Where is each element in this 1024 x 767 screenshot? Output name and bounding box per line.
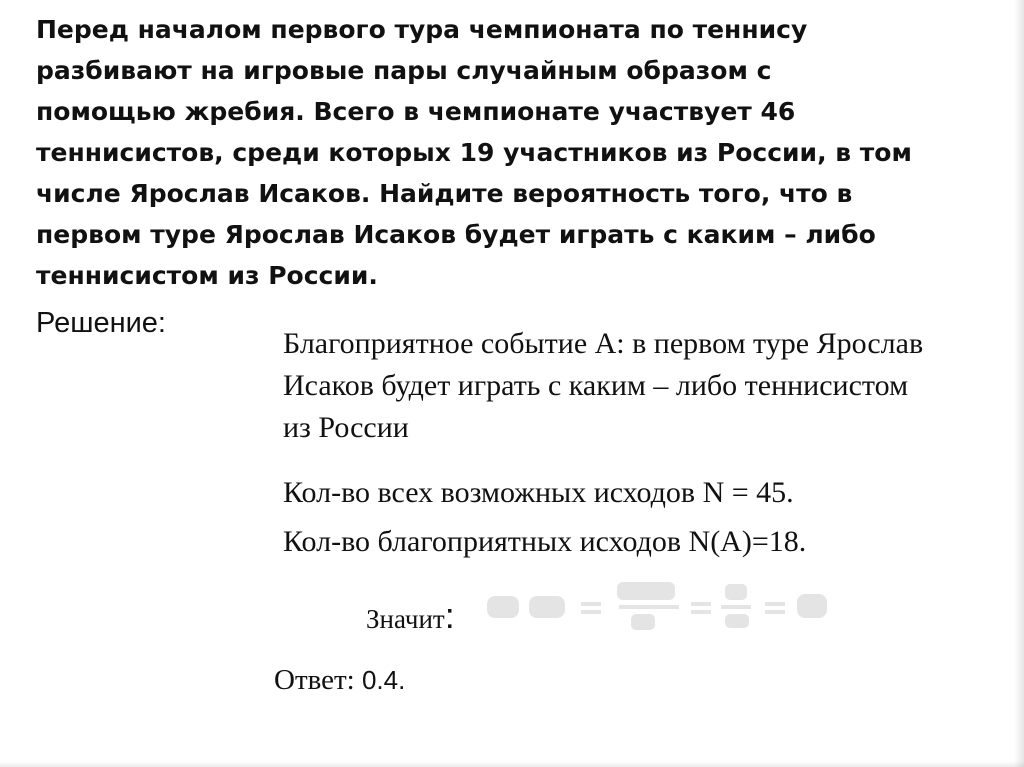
- total-outcomes-line: Кол-во всех возможных исходов N = 45.: [283, 476, 794, 509]
- problem-line: Перед началом первого тура чемпионата по теннису: [36, 15, 808, 44]
- answer-line: [274, 660, 405, 700]
- problem-statement: [36, 9, 996, 296]
- problem-line: первом туре Ярослав Исаков будет играть с каким – либо: [36, 220, 876, 249]
- event-line: Благоприятное событие А: в первом туре Ярослав: [283, 327, 924, 360]
- answer-value: 0.4.: [354, 665, 406, 695]
- favorable-event-description: [283, 323, 1018, 449]
- problem-line: числе Ярослав Исаков. Найдите вероятность того, что в: [36, 179, 853, 208]
- therefore-word: Значит: [366, 604, 445, 634]
- event-line: из России: [283, 411, 409, 444]
- problem-line: помощью жребия. Всего в чемпионате участвует 46: [36, 97, 796, 126]
- faded-formula-image: [485, 578, 830, 634]
- answer-label: Ответ:: [274, 664, 355, 696]
- event-line: Исаков будет играть с каким – либо теннисистом: [283, 369, 909, 402]
- problem-line: теннисистом из России.: [36, 261, 378, 290]
- therefore-row: [366, 572, 830, 639]
- slide-bottom-shadow: [0, 761, 1024, 767]
- therefore-colon: :: [444, 595, 455, 636]
- solution-heading: Решение:: [36, 307, 166, 339]
- problem-line: теннисистов, среди которых 19 участников из России, в том: [36, 138, 912, 167]
- problem-line: разбивают на игровые пары случайным образом с: [36, 56, 772, 85]
- favorable-outcomes-line: Кол-во благоприятных исходов N(А)=18.: [283, 525, 807, 558]
